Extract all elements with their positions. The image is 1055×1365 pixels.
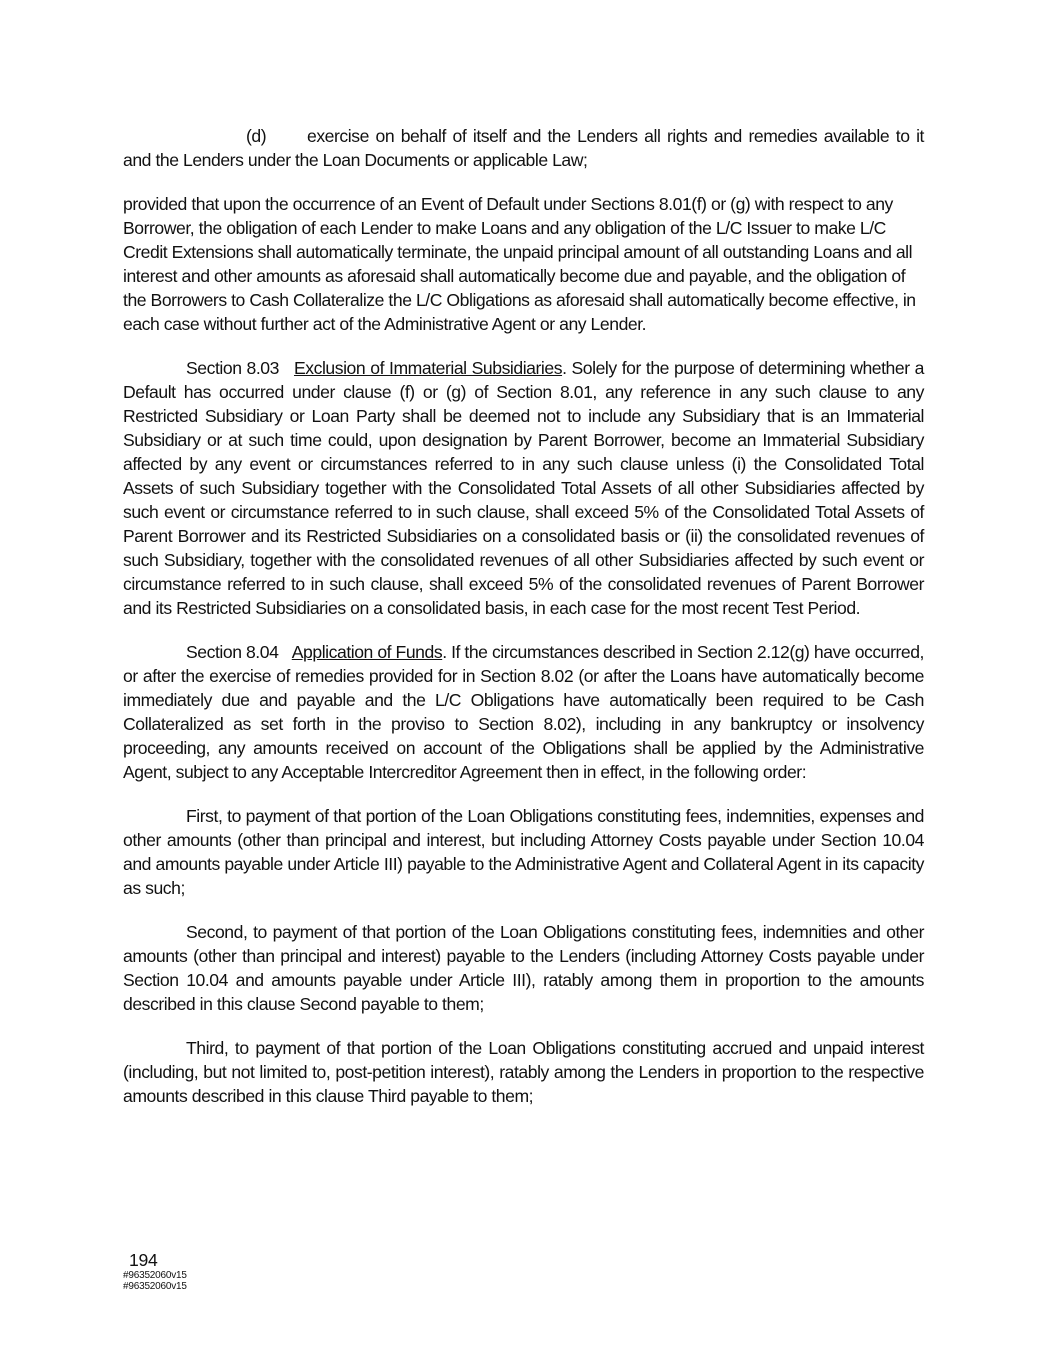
page-footer — [123, 1250, 187, 1292]
clause-d-label: (d) — [246, 126, 267, 146]
document-page — [123, 124, 924, 1128]
first-priority-text: First, to payment of that portion of the Loan Obligations constituting fees, indemnities, expenses and other amounts (other than principal and interest, but including Attorney Costs payable under Section 10.04 and amounts payable under Article III) payable to the Administrative Agent and Collateral Agent in its capacity as such; — [123, 806, 924, 898]
section-8-04-number: Section 8.04 — [186, 642, 279, 662]
proviso-paragraph — [123, 192, 924, 336]
section-8-03-body: . Solely for the purpose of determining whether a Default has occurred under clause (f) or (g) of Section 8.01, any reference in any such clause to any Restricted Subsidiary or Loan Party shall be deemed not to include any Subsidiary that is an Immaterial Subsidiary or at such time could, upon designation by Parent Borrower, become an Immaterial Subsidiary affected by any event or circumstances referred to in any such clause unless (i) the Consolidated Total Assets of such Subsidiary together with the Consolidated Total Assets of all other Subsidiaries affected by such event or circumstance referred to in such clause, shall exceed 5% of the Consolidated Total Assets of Parent Borrower and its Restricted Subsidiaries on a consolidated basis or (ii) the consolidated revenues of such Subsidiary, together with the consolidated revenues of all other Subsidiaries affected by such event or circumstance referred to in such clause, shall exceed 5% of the consolidated revenues of Parent Borrower and its Restricted Subsidiaries on a consolidated basis, in each case for the most recent Test Period. — [123, 358, 924, 618]
third-priority-paragraph — [123, 1036, 924, 1108]
document-id-duplicate: #96352060v15 — [123, 1281, 187, 1292]
section-8-04-title: Application of Funds — [291, 642, 443, 662]
clause-d-paragraph — [123, 124, 924, 172]
proviso-text: provided that upon the occurrence of an Event of Default under Sections 8.01(f) or (g) with respect to any Borrower, the obligation of each Lender to make Loans and any obligation of the L/C Issuer to make L/C Credit Extensions shall automatically terminate, the unpaid principal amount of all outstanding Loans and all interest and other amounts as aforesaid shall automatically become due and payable, and the obligation of the Borrowers to Cash Collateralize the L/C Obligations as aforesaid shall automatically become effective, in each case without further act of the Administrative Agent or any Lender. — [123, 194, 916, 334]
section-8-04-paragraph — [123, 640, 924, 784]
second-priority-text: Second, to payment of that portion of the Loan Obligations constituting fees, indemnities and other amounts (other than principal and interest) payable to the Lenders (including Attorney Costs payable under Section 10.04 and amounts payable under Article III), ratably among them in proportion to the amounts described in this clause Second payable to them; — [123, 922, 924, 1014]
clause-d-text: exercise on behalf of itself and the Lenders all rights and remedies available to it and the Lenders under the Loan Documents or applicable Law; — [123, 126, 924, 170]
document-id: #96352060v15 — [123, 1270, 187, 1281]
first-priority-paragraph — [123, 804, 924, 900]
section-8-03-number: Section 8.03 — [186, 358, 279, 378]
section-8-03-title: Exclusion of Immaterial Subsidiaries — [293, 358, 563, 378]
page-number: 194 — [129, 1250, 158, 1270]
second-priority-paragraph — [123, 920, 924, 1016]
section-8-03-paragraph — [123, 356, 924, 620]
section-8-04-body: . If the circumstances described in Section 2.12(g) have occurred, or after the exercise of remedies provided for in Section 8.02 (or after the Loans have automatically become immediately due and payable and the L/C Obligations have automatically been required to be Cash Collateralized as set forth in the proviso to Section 8.02), including in any bankruptcy or insolvency proceeding, any amounts received on account of the Obligations shall be applied by the Administrative Agent, subject to any Acceptable Intercreditor Agreement then in effect, in the following order: — [123, 642, 924, 782]
third-priority-text: Third, to payment of that portion of the Loan Obligations constituting accrued and unpaid interest (including, but not limited to, post-petition interest), ratably among the Lenders in proportion to the respective amounts described in this clause Third payable to them; — [123, 1038, 924, 1106]
